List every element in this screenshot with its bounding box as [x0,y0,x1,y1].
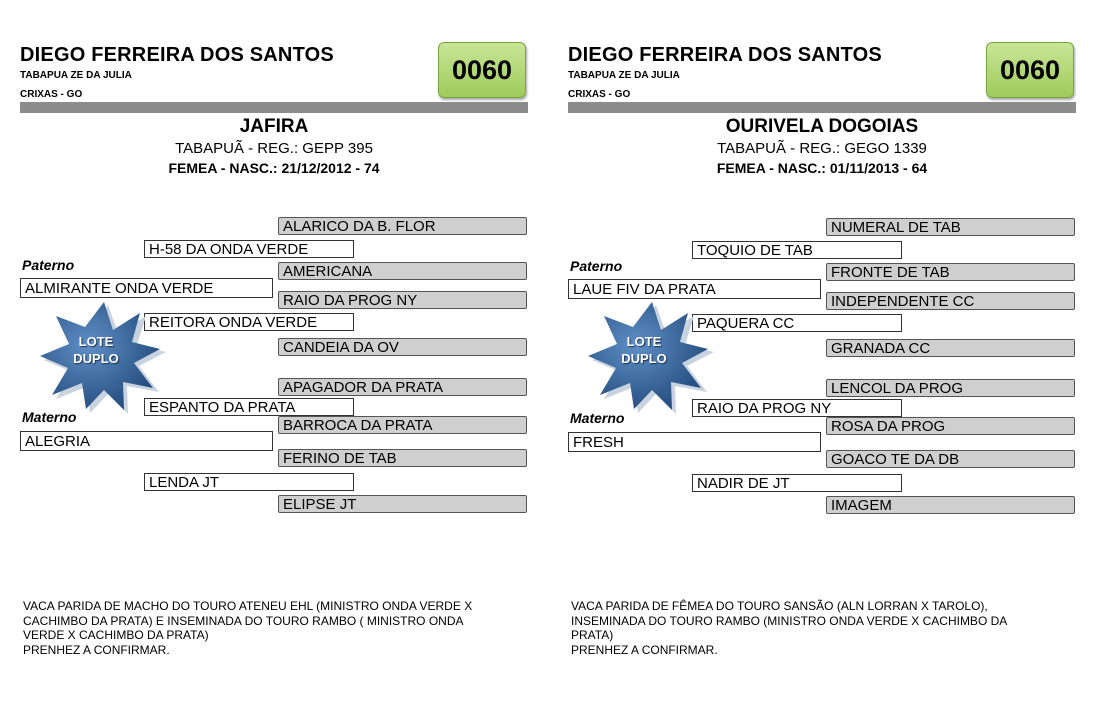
pedigree-paternal-granddam: PAQUERA CC [692,314,902,332]
pedigree-gg-7: GOACO TE DA DB [826,450,1075,468]
city-name: CRIXAS - GO [568,89,631,100]
maternal-label: Materno [22,409,77,425]
notes-text: VACA PARIDA DE FÊMEA DO TOURO SANSÃO (ALN LORRAN X TAROLO), INSEMINADA DO TOURO RAMBO (MINISTRO ONDA VERDE X CACHIMBO DA PRATA) PRENHEZ A CONFIRMAR. [571,599,1008,657]
pedigree-paternal-granddam: REITORA ONDA VERDE [144,313,354,331]
animal-card-left [20,0,540,713]
pedigree-gg-2: FRONTE DE TAB [826,263,1075,281]
notes [571,599,1081,657]
paternal-label: Paterno [22,257,75,273]
pedigree-gg-3: INDEPENDENTE CC [826,292,1075,310]
sex-birth-line: FEMEA - NASC.: 21/12/2012 - 74 [168,160,380,176]
animal-card-right [568,0,1088,713]
pedigree-gg-6: ROSA DA PROG [826,417,1075,435]
pedigree-gg-5: APAGADOR DA PRATA [278,378,527,396]
pedigree-gg-4: GRANADA CC [826,339,1075,357]
owner-name: DIEGO FERREIRA DOS SANTOS [20,44,334,66]
pedigree-maternal-granddam: NADIR DE JT [692,474,902,492]
maternal-label: Materno [570,410,625,426]
farm-name: TABAPUA ZE DA JULIA [568,70,680,81]
pedigree-paternal-grandsire: TOQUIO DE TAB [692,241,902,259]
pedigree-gg-8: IMAGEM [826,496,1075,514]
pedigree-maternal-granddam: LENDA JT [144,473,354,491]
pedigree-gg-2: AMERICANA [278,262,527,280]
badge-line-2: DUPLO [73,351,119,366]
pedigree-maternal-grandsire: RAIO DA PROG NY [692,399,902,417]
badge-line-1: LOTE [78,334,114,349]
badge-line-1: LOTE [626,334,662,349]
owner-name: DIEGO FERREIRA DOS SANTOS [568,44,882,66]
header-divider [568,102,1076,113]
paternal-label: Paterno [570,258,623,274]
notes-text: VACA PARIDA DE MACHO DO TOURO ATENEU EHL (MINISTRO ONDA VERDE X CACHIMBO DA PRATA) E INSEMINADA DO TOURO RAMBO ( MINISTRO ONDA VERDE X CACHIMBO DA PRATA) PRENHEZ A CONFIRMAR. [23,599,473,657]
pedigree-gg-6: BARROCA DA PRATA [278,416,527,434]
lot-number-badge: 0060 [438,42,526,98]
animal-name: OURIVELA DOGOIAS [725,116,919,137]
farm-name: TABAPUA ZE DA JULIA [20,70,132,81]
pedigree-gg-5: LENCOL DA PROG [826,379,1075,397]
badge-line-2: DUPLO [621,351,667,366]
header-divider [20,102,528,113]
pedigree-gg-3: RAIO DA PROG NY [278,291,527,309]
lot-number-badge: 0060 [986,42,1074,98]
pedigree-gg-1: ALARICO DA B. FLOR [278,217,527,235]
registration-line: TABAPUÃ - REG.: GEPP 395 [175,140,373,157]
city-name: CRIXAS - GO [20,89,83,100]
pedigree-gg-1: NUMERAL DE TAB [826,218,1075,236]
pedigree-gg-7: FERINO DE TAB [278,449,527,467]
registration-line: TABAPUÃ - REG.: GEGO 1339 [717,140,927,157]
lote-duplo-badge [604,333,684,367]
sex-birth-line: FEMEA - NASC.: 01/11/2013 - 64 [716,160,928,176]
lote-duplo-badge [56,333,136,367]
pedigree-sire: LAUE FIV DA PRATA [568,279,821,299]
pedigree-sire: ALMIRANTE ONDA VERDE [20,278,273,298]
pedigree-gg-8: ELIPSE JT [278,495,527,513]
pedigree-paternal-grandsire: H-58 DA ONDA VERDE [144,240,354,258]
animal-name: JAFIRA [239,116,309,137]
pedigree-maternal-grandsire: ESPANTO DA PRATA [144,398,354,416]
pedigree-dam: FRESH [568,432,821,452]
notes [23,599,533,657]
pedigree-gg-4: CANDEIA DA OV [278,338,527,356]
pedigree-dam: ALEGRIA [20,431,273,451]
